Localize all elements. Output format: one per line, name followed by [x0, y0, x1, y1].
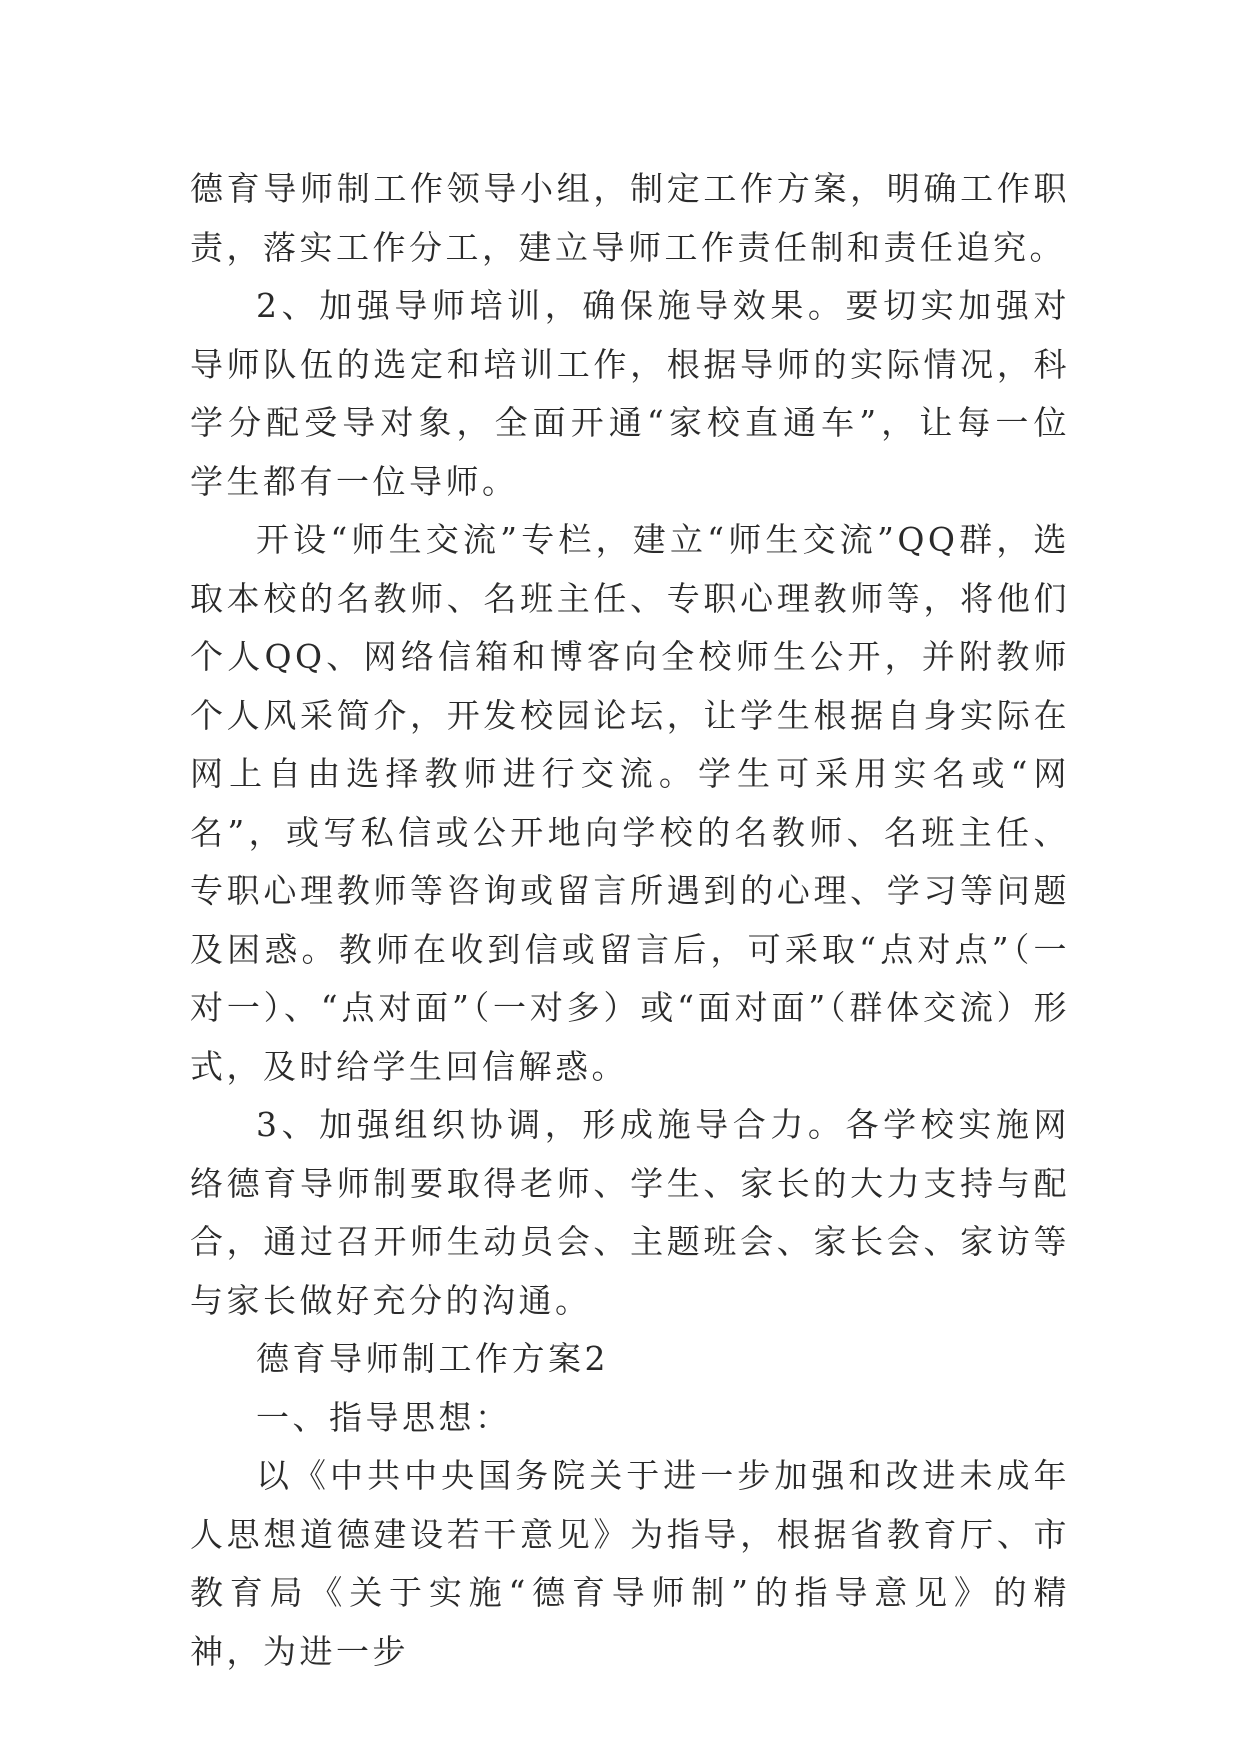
paragraph-4: 3、加强组织协调，形成施导合力。各学校实施网络德育导师制要取得老师、学生、家长的大力支持与配合，通过召开师生动员会、主题班会、家长会、家访等与家长做好充分的沟通。 [190, 1105, 1070, 1320]
paragraph-2: 2、加强导师培训，确保施导效果。要切实加强对导师队伍的选定和培训工作，根据导师的实际情况，科学分配受导对象，全面开通“家校直通车”，让每一位学生都有一位导师。 [190, 286, 1070, 501]
section-heading: 德育导师制工作方案2 [256, 1339, 609, 1378]
subsection-heading: 一、指导思想： [256, 1397, 512, 1437]
paragraph-3: 开设“师生交流”专栏，建立“师生交流”QQ群，选取本校的名教师、名班主任、专职心理教师等，将他们个人QQ、网络信箱和博客向全校师生公开，并附教师个人风采简介，开发校园论坛，让学生根据自身实际在网上自由选择教师进行交流。学生可采用实名或“网名”，或写私信或公开地向学校的名教师、名班主任、专职心理教师等咨询或留言所遇到的心理、学习等问题及困惑。教师在收到信或留言后，可采取“点对点”（一对一）、“点对面”（一对多）或“面对面”（群体交流）形式，及时给学生回信解惑。 [190, 520, 1070, 1086]
paragraph-1: 德育导师制工作领导小组，制定工作方案，明确工作职责，落实工作分工，建立导师工作责任制和责任追究。 [190, 169, 1070, 267]
paragraph-5: 以《中共中央国务院关于进一步加强和改进未成年人思想道德建设若干意见》为指导，根据省教育厅、市教育局《关于实施“德育导师制”的指导意见》的精神，为进一步 [190, 1456, 1070, 1671]
document-page [190, 160, 1070, 1681]
